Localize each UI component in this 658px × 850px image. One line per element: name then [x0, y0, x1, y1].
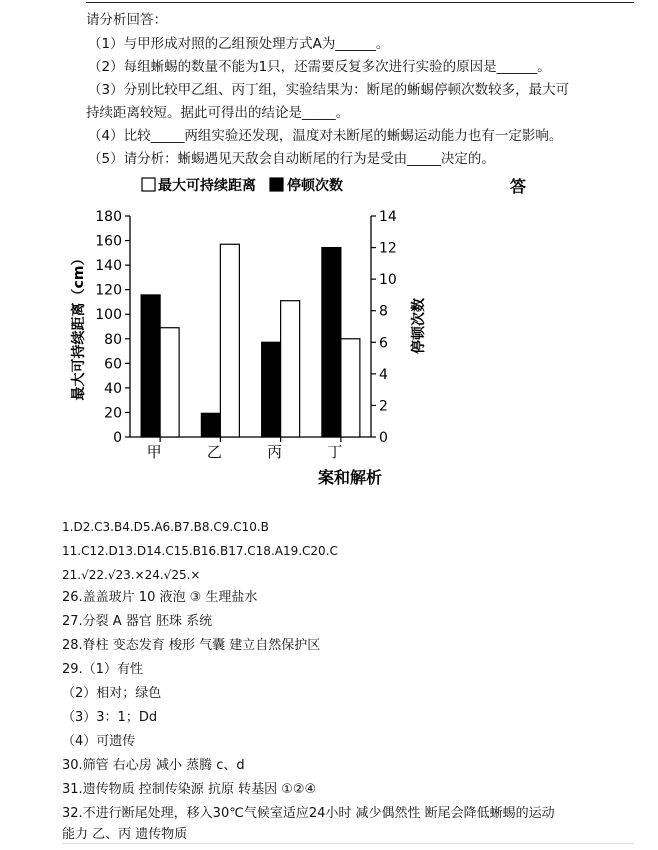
right-tick-label: 0: [379, 430, 388, 446]
answer-heading-first-char: 答: [510, 177, 527, 196]
bar-distance-1: [220, 244, 239, 437]
bar-distance-0: [160, 328, 179, 437]
right-tick-label: 14: [379, 209, 397, 225]
legend-swatch-distance: [142, 178, 155, 191]
x-tick-label: 乙: [206, 443, 222, 461]
answer-line-4: 26.盖盖玻片 10 液泡 ③ 生理盐水: [62, 590, 258, 605]
answer-line-1: 1.D2.C3.B4.D5.A6.B7.B8.C9.C10.B: [62, 520, 269, 534]
x-tick-label: 丁: [327, 443, 343, 461]
question-4: （4）比较_____两组实验还发现，温度对未断尾的蜥蜴运动能力也有一定影响。: [88, 128, 563, 144]
left-tick-label: 60: [104, 356, 122, 373]
bar-distance-3: [341, 339, 360, 437]
right-tick-label: 12: [379, 240, 397, 257]
left-tick-label: 140: [95, 258, 122, 275]
right-tick-label: 2: [379, 398, 388, 415]
answer-line-5: 27.分裂 A 器官 胚珠 系统: [62, 614, 213, 629]
bar-chart: [0, 170, 658, 500]
question-3-line-1: （3）分别比较甲乙组、丙丁组，实验结果为：断尾的蜥蜴停顿次数较多，最大可: [88, 82, 570, 98]
left-tick-label: 180: [95, 209, 122, 225]
answer-line-14: 能力 乙、丙 遗传物质: [62, 827, 188, 842]
legend-label-distance: 最大可持续距离: [158, 178, 256, 194]
bar-distance-2: [281, 301, 300, 437]
bar-pauses-3: [322, 248, 341, 437]
x-tick-label: 丙: [267, 443, 283, 461]
x-tick-label: 甲: [146, 443, 162, 461]
question-2: （2）每组蜥蜴的数量不能为1只，还需要反复多次进行实验的原因是______。: [88, 59, 551, 75]
left-tick-label: 160: [95, 233, 122, 250]
bar-pauses-2: [262, 342, 281, 437]
legend-label-pauses: 停顿次数: [287, 178, 343, 194]
question-1: （1）与甲形成对照的乙组预处理方式A为______。: [88, 36, 390, 52]
left-tick-label: 0: [113, 430, 122, 446]
answer-line-13: 32.不进行断尾处理，移入30℃气候室适应24小时 减少偶然性 断尾会降低蜥蜴的运动: [62, 806, 555, 821]
question-3-line-2: 持续距离较短。据此可得出的结论是_____。: [86, 105, 350, 121]
left-tick-label: 120: [95, 282, 122, 299]
answer-line-8: （2）相对；绿色: [62, 686, 162, 701]
left-axis-title: 最大可持续距离（cm）: [71, 251, 87, 401]
right-axis-title: 停顿次数: [411, 298, 427, 354]
question-5: （5）请分析：蜥蜴遇见天敌会自动断尾的行为是受由_____决定的。: [88, 151, 495, 167]
right-tick-label: 4: [379, 366, 388, 383]
answer-line-10: （4）可遗传: [62, 734, 136, 749]
bar-pauses-0: [141, 295, 160, 437]
bottom-rule: [62, 843, 634, 844]
chart-svg: [0, 170, 658, 500]
answer-line-3: 21.√22.√23.×24.√25.×: [62, 568, 201, 582]
left-tick-label: 100: [95, 307, 122, 324]
bar-pauses-1: [201, 413, 220, 437]
answer-line-2: 11.C12.D13.D14.C15.B16.B17.C18.A19.C20.C: [62, 544, 338, 558]
left-tick-label: 40: [104, 380, 122, 397]
answer-line-7: 29.（1）有性: [62, 662, 143, 677]
right-tick-label: 10: [379, 272, 397, 289]
answer-line-9: （3）3：1；Dd: [62, 710, 158, 725]
legend-swatch-pauses: [270, 178, 283, 191]
right-tick-label: 6: [379, 335, 388, 352]
right-tick-label: 8: [379, 303, 388, 320]
left-tick-label: 80: [104, 331, 122, 348]
left-tick-label: 20: [104, 405, 122, 422]
question-intro: 请分析回答：: [86, 12, 167, 28]
top-rule: [86, 2, 634, 3]
answer-line-6: 28.脊柱 变态发育 梭形 气囊 建立自然保护区: [62, 638, 321, 653]
answer-line-11: 30.筛管 右心房 减小 蒸腾 c、d: [62, 758, 245, 773]
answer-heading-rest: 案和解析: [318, 468, 383, 487]
answer-line-12: 31.遗传物质 控制传染源 抗原 转基因 ①②④: [62, 782, 317, 797]
